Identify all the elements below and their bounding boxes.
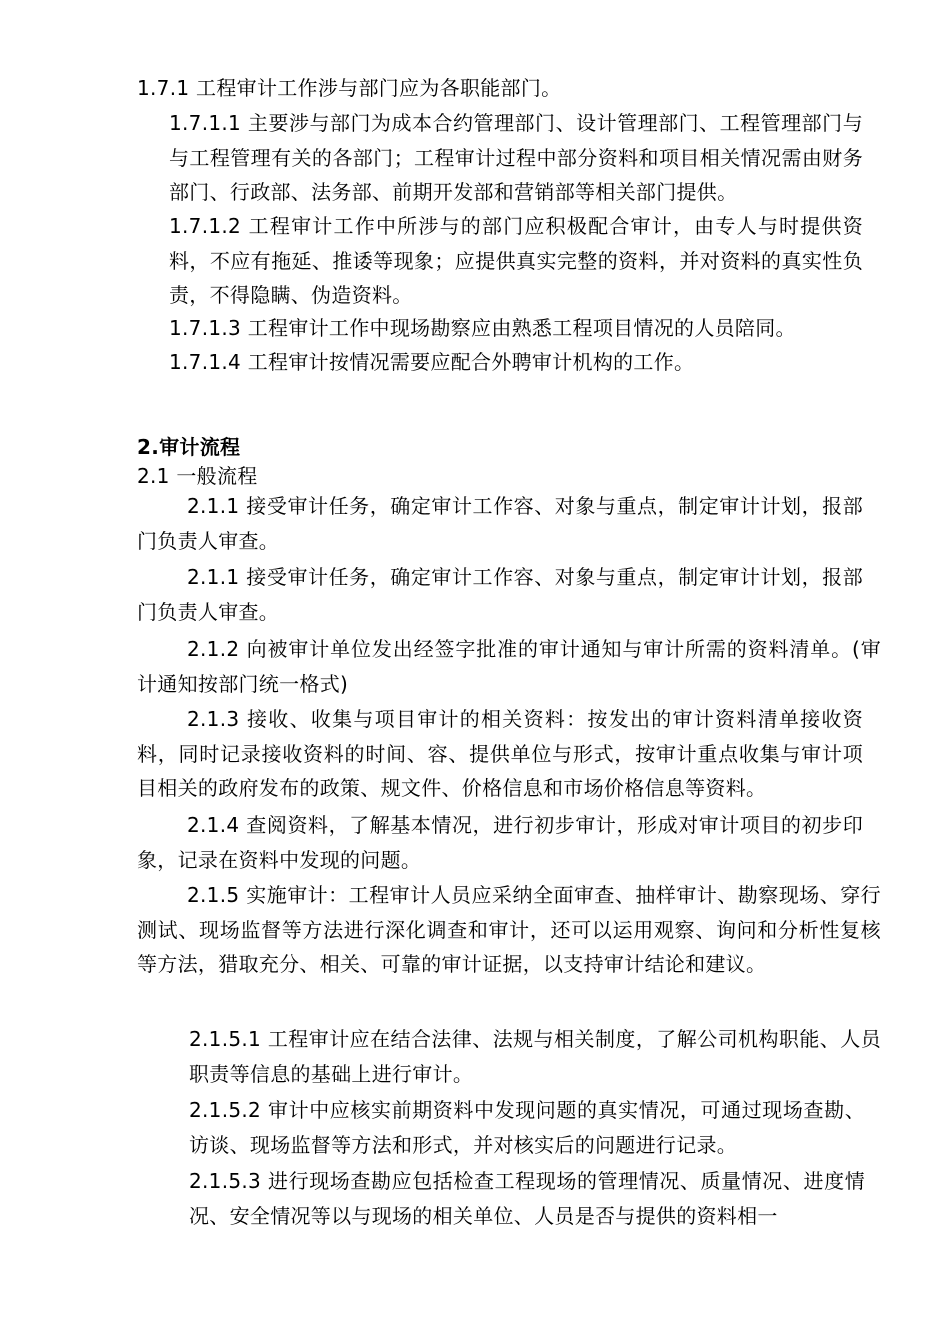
clause-1-7-1-1: 1.7.1.1 主要涉与部门为成本合约管理部门、设计管理部门、工程管理部门与与工程管理有关的各部门；工程审计过程中部分资料和项目相关情况需由财务部门、行政部、法务部、前期开发部和营销部等相关部门提供。: [169, 111, 863, 204]
step-2-1-5-1: 2.1.5.1 工程审计应在结合法律、法规与相关制度，了解公司机构职能、人员职责等信息的基础上进行审计。: [189, 1027, 881, 1086]
step-2-1-5-2: 2.1.5.2 审计中应核实前期资料中发现问题的真实情况，可通过现场查勘、访谈、现场监督等方法和形式，并对核实后的问题进行记录。: [189, 1098, 865, 1157]
section-subtitle: 2.1 一般流程: [137, 464, 258, 488]
step-2-1-3: 2.1.3 接收、收集与项目审计的相关资料：按发出的审计资料清单接收资料，同时记录接收资料的时间、容、提供单位与形式，按审计重点收集与审计项目相关的政府发布的政策、规文件、价格信息和市场价格信息等资料。: [137, 707, 863, 800]
step-2-1-5: 2.1.5 实施审计：工程审计人员应采纳全面审查、抽样审计、勘察现场、穿行测试、现场监督等方法进行深化调查和审计，还可以运用观察、询问和分析性复核等方法，猎取充分、相关、可靠的审计证据，以支持审计结论和建议。: [137, 883, 881, 976]
step-2-1-1-repeat: 2.1.1 接受审计任务，确定审计工作容、对象与重点，制定审计计划，报部门负责人审查。: [137, 565, 863, 624]
section-title: 2.审计流程: [137, 435, 241, 459]
step-2-1-4: 2.1.4 查阅资料，了解基本情况，进行初步审计，形成对审计项目的初步印象，记录在资料中发现的问题。: [137, 813, 863, 872]
clause-1-7-1-2: 1.7.1.2 工程审计工作中所涉与的部门应积极配合审计，由专人与时提供资料，不应有拖延、推诿等现象；应提供真实完整的资料，并对资料的真实性负责，不得隐瞒、伪造资料。: [169, 214, 863, 307]
step-2-1-5-3: 2.1.5.3 进行现场查勘应包括检查工程现场的管理情况、质量情况、进度情况、安全情况等以与现场的相关单位、人员是否与提供的资料相一: [189, 1169, 865, 1228]
step-2-1-1: 2.1.1 接受审计任务，确定审计工作容、对象与重点，制定审计计划，报部门负责人审查。: [137, 494, 863, 553]
clause-1-7-1: 1.7.1 工程审计工作涉与部门应为各职能部门。: [137, 76, 562, 100]
clause-1-7-1-4: 1.7.1.4 工程审计按情况需要应配合外聘审计机构的工作。: [169, 350, 695, 374]
step-2-1-2: 2.1.2 向被审计单位发出经签字批准的审计通知与审计所需的资料清单。(审计通知按部门统一格式): [137, 637, 881, 696]
clause-1-7-1-3: 1.7.1.3 工程审计工作中现场勘察应由熟悉工程项目情况的人员陪同。: [169, 316, 796, 340]
